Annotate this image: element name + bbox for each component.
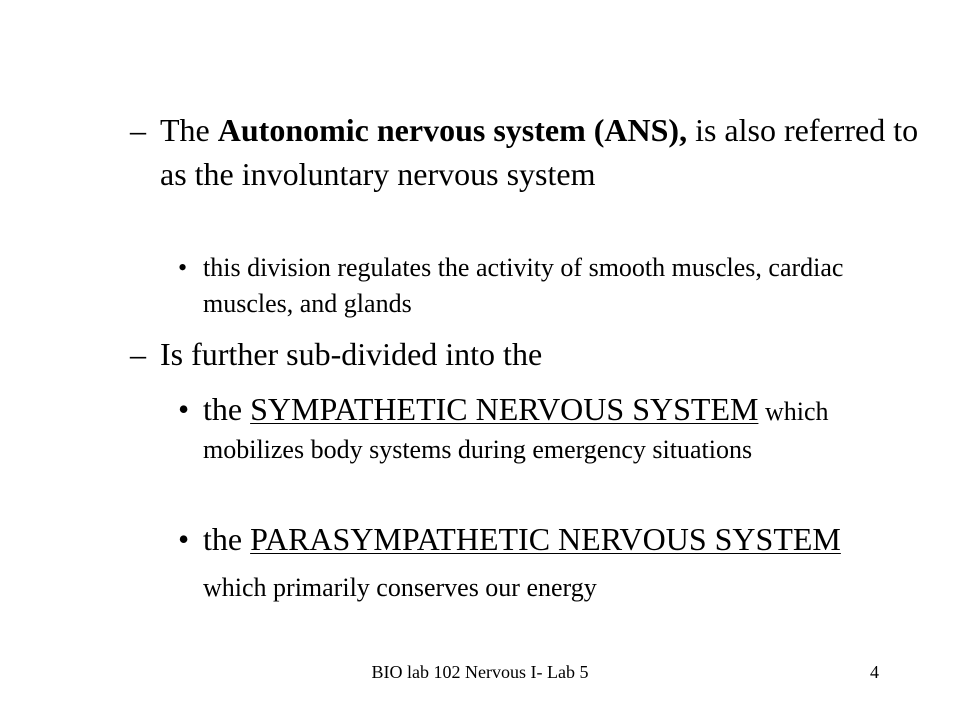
parasympathetic-term: PARASYMPATHETIC NERVOUS SYSTEM [250,521,841,557]
bullet-marker: • [178,391,190,427]
subdivision-text: Is further sub-divided into the [160,336,543,372]
sympathetic-point [178,390,893,469]
ans-function-text: this division regulates the activity of smooth muscles, cardiac muscles, and glands [203,253,844,318]
ans-suffix: is also referred to as the involuntary nervous system [160,112,919,192]
sympathetic-description: which mobilizes body systems during emergency situations [203,397,829,464]
ans-definition-point [130,108,920,196]
dash-marker: – [130,112,146,148]
ans-function-point [178,250,893,322]
subdivision-point [130,332,920,376]
footer-title: BIO lab 102 Nervous I- Lab 5 [371,662,589,682]
sympathetic-term: SYMPATHETIC NERVOUS SYSTEM [250,391,759,427]
parasympathetic-point [178,516,893,611]
sympathetic-prefix: the [203,391,251,427]
dash-marker: – [130,336,146,372]
parasympathetic-description: which primarily conserves our energy [203,573,597,602]
ans-term: Autonomic nervous system (ANS), [217,112,688,148]
parasympathetic-prefix: the [203,521,251,557]
ans-prefix: The [160,112,218,148]
bullet-marker: • [178,521,190,557]
page-number: 4 [870,662,879,682]
bullet-marker: • [178,253,188,282]
